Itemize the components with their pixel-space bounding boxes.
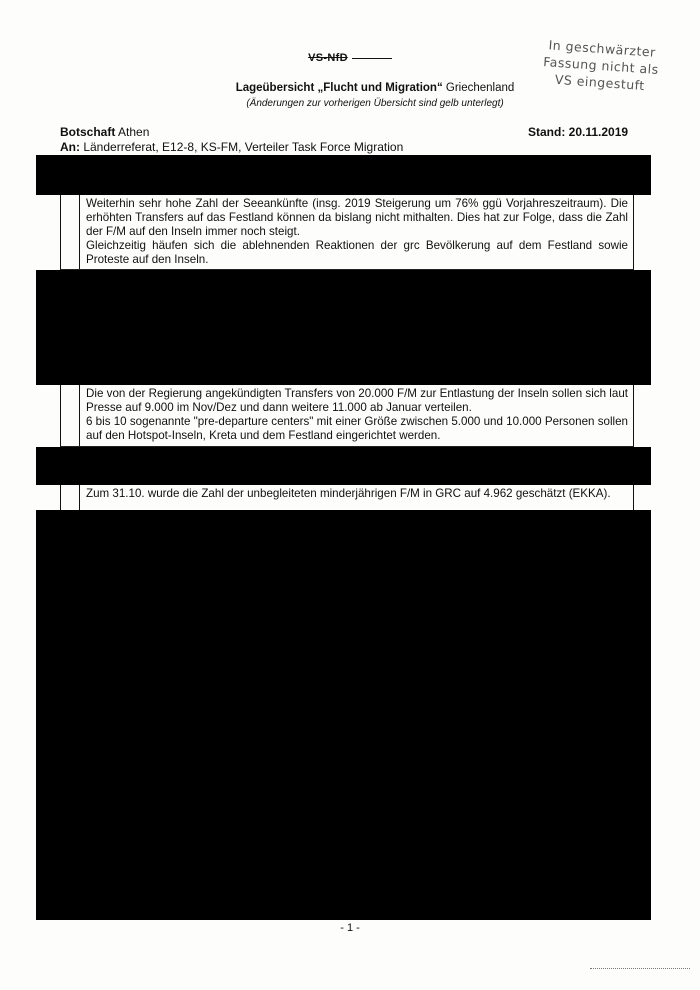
document-subtitle: (Änderungen zur vorherigen Übersicht sind gelb unterlegt) [246,98,504,109]
stamp-line: In geschwärzter [548,37,657,60]
report-section [60,195,634,270]
redaction-block [36,155,651,195]
status-date: Stand: 20.11.2019 [528,125,629,139]
section-paragraph: 6 bis 10 sogenannte "pre-departure centers" mit einer Größe zwischen 5.000 und 10.000 Personen sollen auf den Hotspot-Inseln, Kreta und dem Festland eingerichtet werden. [86,415,628,442]
section-paragraph: Zum 31.10. wurde die Zahl der unbegleiteten minderjährigen F/M in GRC auf 4.962 geschätzt (EKKA). [86,487,611,500]
section-paragraph: Weiterhin sehr hohe Zahl der Seeankünfte (insg. 2019 Steigerung um 76% ggü Vorjahreszeitraum). Die erhöhten Transfers auf das Festland können da bislang nicht mithalten. Dies hat zur Folge, dass die Zahl der F/M auf den Inseln immer noch steigt. [86,197,628,238]
report-section [60,385,634,447]
stamp-line: VS eingestuft [554,71,646,94]
section-paragraph: Gleichzeitig häufen sich die ablehnenden Reaktionen der grc Bevölkerung auf dem Festland sowie Proteste auf den Inseln. [86,239,628,266]
redaction-block [36,270,651,385]
recipient-line: An: Länderreferat, E12-8, KS-FM, Verteiler Task Force Migration [60,140,404,154]
page-number: - 1 - [340,922,360,934]
stamp-line: Fassung nicht als [542,53,660,78]
scan-artifact [590,968,690,969]
document-title: Lageübersicht „Flucht und Migration“ Griechenland [235,82,515,94]
sender-line: Botschaft Athen [60,125,150,139]
section-paragraph: Die von der Regierung angekündigten Transfers von 20.000 F/M zur Entlastung der Inseln sollen sich laut Presse auf 9.000 im Nov/Dez und dann weitere 11.000 ab Januar verteilen. [86,387,628,414]
classification-marking: VS-NfD [0,52,700,64]
redaction-block [36,447,651,485]
redaction-block [36,510,651,920]
